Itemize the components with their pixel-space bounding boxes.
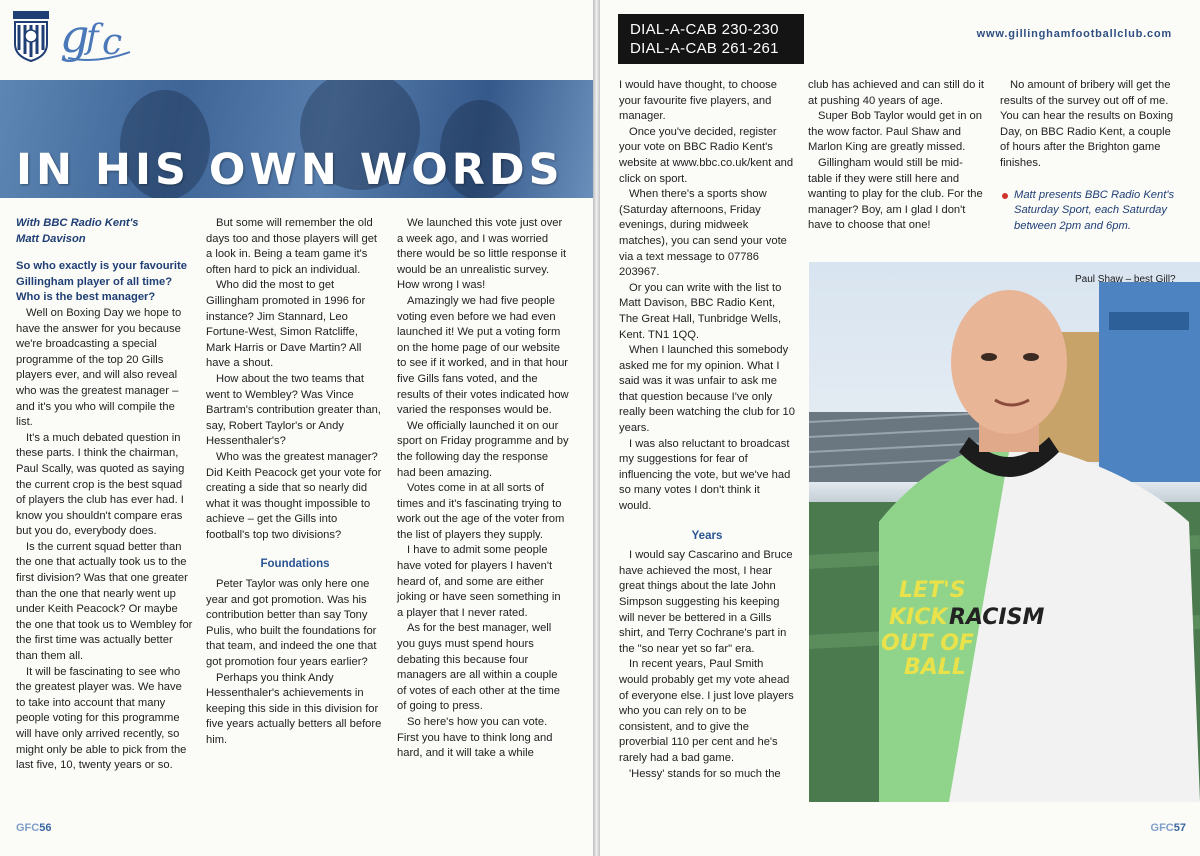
left-column-1	[16, 216, 194, 774]
subhead-foundations: Foundations	[260, 558, 330, 571]
paragraph: Well on Boxing Day we hope to have the answer for you because we're broadcasting a special programme of the top 20 Gills players ever, and will also reveal who was the greatest manager – and it's you who will compile the list.	[16, 306, 182, 429]
stadium-scene	[809, 262, 1200, 802]
page-number-right	[1151, 822, 1186, 834]
cab-line-1: DIAL-A-CAB 230-230	[630, 21, 779, 38]
paragraph: Perhaps you think Andy Hessenthaler's achievements in keeping this side in this division for five years actually betters all before him.	[206, 671, 382, 746]
paragraph: How about the two teams that went to Wembley? Was Vince Bartram's contribution greater than, say, Robert Taylor's or Andy Hessenthaler's?	[206, 372, 382, 448]
paragraph: It will be fascinating to see who the greatest player was. We have to take into account that many people voting for this programme will have only arrived recently, so might only be able to pick from the last five, 10, twenty years or so.	[16, 665, 187, 772]
right-column-3	[1000, 78, 1178, 234]
page-number-left	[16, 822, 51, 834]
paragraph: Peter Taylor was only here one year and got promotion. Was his contribution better than say Tony Pulis, who built the foundations for that team, and indeed the one that got promotion four years earlier?	[206, 578, 377, 669]
paragraph: We launched this vote just over a week ago, and I was worried there would be so little response it would be an unrealistic survey. How wrong I was!	[397, 217, 567, 292]
subhead-years: Years	[691, 529, 723, 542]
player-photo	[809, 262, 1200, 802]
paragraph: I would have thought, to choose your favourite five players, and manager.	[619, 79, 777, 123]
paragraph: Gillingham would still be mid-table if they were still here and wanting to play for the club. For the manager? Boy, am I glad I don't have to choose that one!	[808, 156, 983, 232]
folio-prefix: GFC	[1150, 822, 1174, 834]
left-page	[0, 0, 593, 856]
folio-prefix: GFC	[16, 822, 40, 834]
right-column-1	[619, 78, 795, 782]
paragraph: Is the current squad better than the one that actually took us to the first division? Was that one greater than the one that nearly went up under Keith Peacock? Or maybe the one that took us to Wembley for the first time was actually better than them all.	[16, 540, 193, 663]
paragraph: Or you can write with the list to Matt Davison, BBC Radio Kent, The Great Hall, Tunbridge Wells, Kent. TN1 1QQ.	[619, 281, 782, 341]
shirt-text-line-1: LET'S	[899, 578, 966, 603]
svg-text:c: c	[102, 22, 123, 63]
paragraph: 'Hessy' stands for so much the	[629, 767, 781, 780]
presenter-note-text: Matt presents BBC Radio Kent's Saturday Sport, each Saturday between 2pm and 6pm.	[1014, 188, 1175, 232]
paragraph: When I launched this somebody asked me for my opinion. What I said was it was unfair to ask me that question because I've only really been watching the club for 10 years.	[619, 344, 796, 435]
paragraph: Super Bob Taylor would get in on the wow factor. Paul Shaw and Marlon King are greatly missed.	[808, 110, 982, 154]
paragraph: No amount of bribery will get the results of the survey out off of me. You can hear the results on Boxing Day, on BBC Radio Kent, a couple of hours after the Brighton game finishes.	[1000, 79, 1174, 169]
svg-text:g: g	[60, 9, 90, 63]
left-column-3	[397, 216, 569, 762]
shirt-text-line-3: OUT OF	[881, 631, 974, 656]
paragraph: I was also reluctant to broadcast my suggestions for fear of influencing the vote, but we've had so many votes I don't think it would.	[619, 437, 791, 513]
dial-a-cab-advert	[618, 14, 804, 64]
paragraph: We officially launched it on our sport on Friday programme and by the following day the response had been amazing.	[397, 419, 569, 479]
club-website: www.gillinghamfootballclub.com	[976, 28, 1172, 40]
svg-text:f: f	[86, 17, 99, 57]
cab-line-2: DIAL-A-CAB 261-261	[630, 40, 779, 57]
byline-line-1: With BBC Radio Kent's	[16, 217, 139, 229]
paragraph: But some will remember the old days too and those players will get a look in. Being a team game it's often hard to pick an individual.	[206, 217, 378, 276]
bullet-dot-icon	[1002, 193, 1008, 199]
paragraph: In recent years, Paul Smith would probably get my vote ahead of everyone else. I just love players who you can rely on to be consistent, and to give the proverbial 110 per cent and he's rarely had a bad game.	[619, 658, 794, 764]
shirt-racism-text: RACISM	[949, 605, 1045, 630]
paragraph: club has achieved and can still do it at pushing 40 years of age.	[808, 79, 985, 107]
shirt-text-line-2: KICK	[889, 605, 948, 630]
shirt-text-line-4: BALL	[904, 655, 966, 680]
right-column-2	[808, 78, 986, 234]
paragraph: Votes come in at all sorts of times and it's fascinating trying to work out the age of the voter from the list of players they supply.	[397, 482, 565, 541]
paragraph: Who did the most to get Gillingham promoted in 1996 for instance? Jim Stannard, Leo Fortune-West, Simon Ratcliffe, Mark Harris or Dave Martin? All have a shout.	[206, 279, 366, 370]
gfc-logo-icon	[58, 8, 138, 64]
paragraph: Once you've decided, register your vote on BBC Radio Kent's website at www.bbc.co.uk/kent and click on sport.	[619, 125, 794, 185]
paragraph: As for the best manager, well you guys must spend hours debating this because four managers are all within a couple of votes of each other at the time of going to press.	[397, 622, 560, 713]
intro-question: So who exactly is your favourite Gillingham player of all time? Who is the best manager?	[16, 260, 187, 304]
paragraph: Who was the greatest manager? Did Keith Peacock get your vote for creating a side that so nearly did what it was thought impossible to achieve – get the Gills into football's top two divisions?	[206, 450, 382, 541]
paragraph: It's a much debated question in these parts. I think the chairman, Paul Scally, was quoted as saying the current crop is the best squad of players the club has ever had. I know you shouldn't compare eras but you do, everybody does.	[16, 431, 185, 538]
presenter-note	[1000, 188, 1178, 235]
folio-number: 57	[1173, 822, 1186, 834]
club-crest-icon	[12, 10, 50, 62]
photo-caption: Paul Shaw – best Gill?	[1075, 274, 1176, 285]
paragraph: When there's a sports show (Saturday afternoons, Friday evenings, during midweek matches), you can send your vote via a text message to 07786 203967.	[619, 188, 787, 279]
folio-number: 56	[39, 822, 52, 834]
right-page	[600, 0, 1200, 856]
page-gutter	[593, 0, 600, 856]
byline-line-2: Matt Davison	[16, 232, 86, 245]
paragraph: I have to admit some people have voted for players I haven't heard of, and some are either joking or have seen something in a player that I never rated.	[397, 544, 561, 619]
article-title: IN HIS OWN WORDS	[16, 145, 564, 195]
left-column-2	[206, 216, 384, 749]
paragraph: I would say Cascarino and Bruce have achieved the most, I hear great things about the late John Simpson suggesting his keeping will never be bettered in a Gills shirt, and Terry Cochrane's part in the "so near yet so far" era.	[619, 549, 793, 655]
paragraph: So here's how you can vote. First you have to think long and hard, and it will take a while	[397, 716, 553, 760]
paragraph: Amazingly we had five people voting even before we had even launched it! We put a voting form on the home page of our website to see if it worked, and in that hour five Gills fans voted, and the results of their votes indicated how varied the responses would be.	[397, 294, 569, 417]
